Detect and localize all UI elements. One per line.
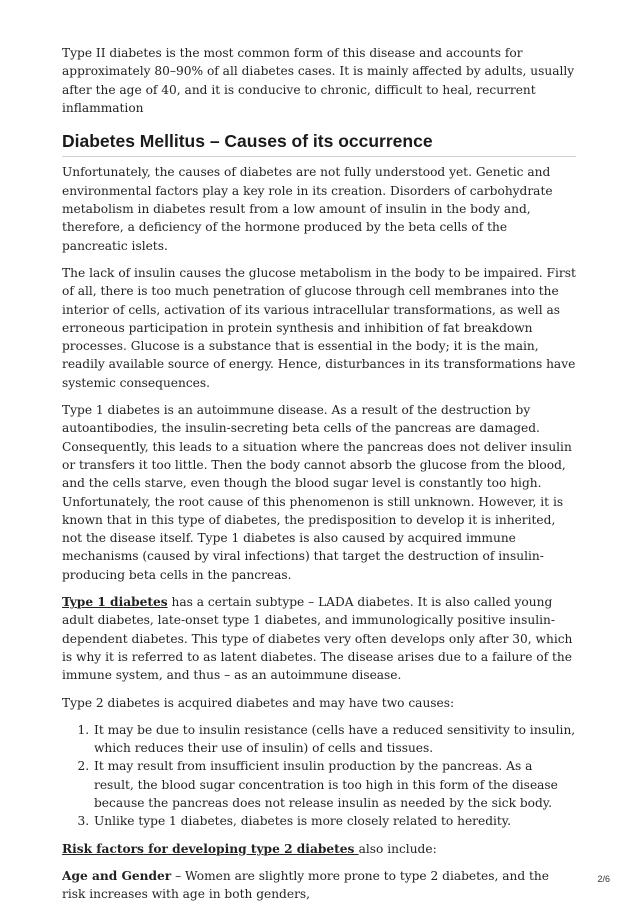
lada-paragraph-text: has a certain subtype – LADA diabetes. It is also called young adult diabetes, late-onset type 1 diabetes, and immunologically positive insulin-dependent diabetes. This type of diabetes very often develops only after 30, which is why it is referred to as latent diabetes. The disease arises due to a failure of the immune system, and thus – as an autoimmune disease.: [62, 595, 573, 683]
list-item: 2. It may result from insufficient insulin production by the pancreas. As a result, the blood sugar concentration is too high in this form of the disease because the pancreas does not release insulin as needed by the sick body.: [93, 757, 576, 812]
type1-diabetes-link[interactable]: Type 1 diabetes: [62, 595, 168, 610]
age-gender-text: – Women are slightly more prone to type 2 diabetes, and the risk increases with age in both genders,: [62, 868, 549, 902]
type2-intro-paragraph: Type 2 diabetes is acquired diabetes and may have two causes:: [62, 695, 455, 710]
causes-list: [62, 721, 576, 831]
causes-paragraph-1: Unfortunately, the causes of diabetes are not fully understood yet. Genetic and environmental factors play a key role in its creation. Disorders of carbohydrate metabolism in diabetes result from a low amount of insulin in the body and, therefore, a deficiency of the hormone produced by the beta cells of the pancreatic islets.: [62, 165, 553, 253]
glucose-metabolism-paragraph: The lack of insulin causes the glucose metabolism in the body to be impaired. First of all, there is too much penetration of glucose through cell membranes into the interior of cells, activation of its various intracellular transformations, as well as erroneous participation in protein synthesis and inhibition of fat breakdown processes. Glucose is a substance that is essential in the body; it is the main, readily available source of energy. Hence, disturbances in its transformations have systemic consequences.: [62, 265, 576, 390]
age-gender-paragraph: [62, 867, 576, 904]
document-page: [62, 44, 576, 912]
section-heading: Diabetes Mellitus – Causes of its occurrence: [62, 132, 576, 157]
risk-factors-text: also include:: [358, 841, 437, 856]
risk-factors-paragraph: [62, 840, 576, 858]
list-item: 1. It may be due to insulin resistance (cells have a reduced sensitivity to insulin, which reduces their use of insulin) of cells and tissues.: [93, 721, 576, 758]
type1-autoimmune-paragraph: Type 1 diabetes is an autoimmune disease. As a result of the destruction by autoantibodies, the insulin-secreting beta cells of the pancreas are damaged. Consequently, this leads to a situation where the pancreas does not deliver insulin or transfers it too little. Then the body cannot absorb the glucose from the blood, and the cells starve, even though the blood sugar level is constantly too high. Unfortunately, the root cause of this phenomenon is still unknown. However, it is known that in this type of diabetes, the predisposition to develop it is inherited, not the disease itself. Type 1 diabetes is also caused by acquired immune mechanisms (caused by viral infections) that target the destruction of insulin-producing beta cells in the pancreas.: [62, 403, 572, 582]
risk-factors-link[interactable]: Risk factors for developing type 2 diabetes: [62, 841, 359, 856]
intro-paragraph: Type II diabetes is the most common form of this disease and accounts for approximately 80–90% of all diabetes cases. It is mainly affected by adults, usually after the age of 40, and it is conducive to chronic, difficult to heal, recurrent inflammation: [62, 46, 575, 115]
lada-paragraph: [62, 593, 576, 684]
page-number: 2/6: [597, 874, 610, 884]
age-gender-label: Age and Gender: [62, 868, 172, 883]
list-item: 3. Unlike type 1 diabetes, diabetes is more closely related to heredity.: [93, 812, 576, 830]
